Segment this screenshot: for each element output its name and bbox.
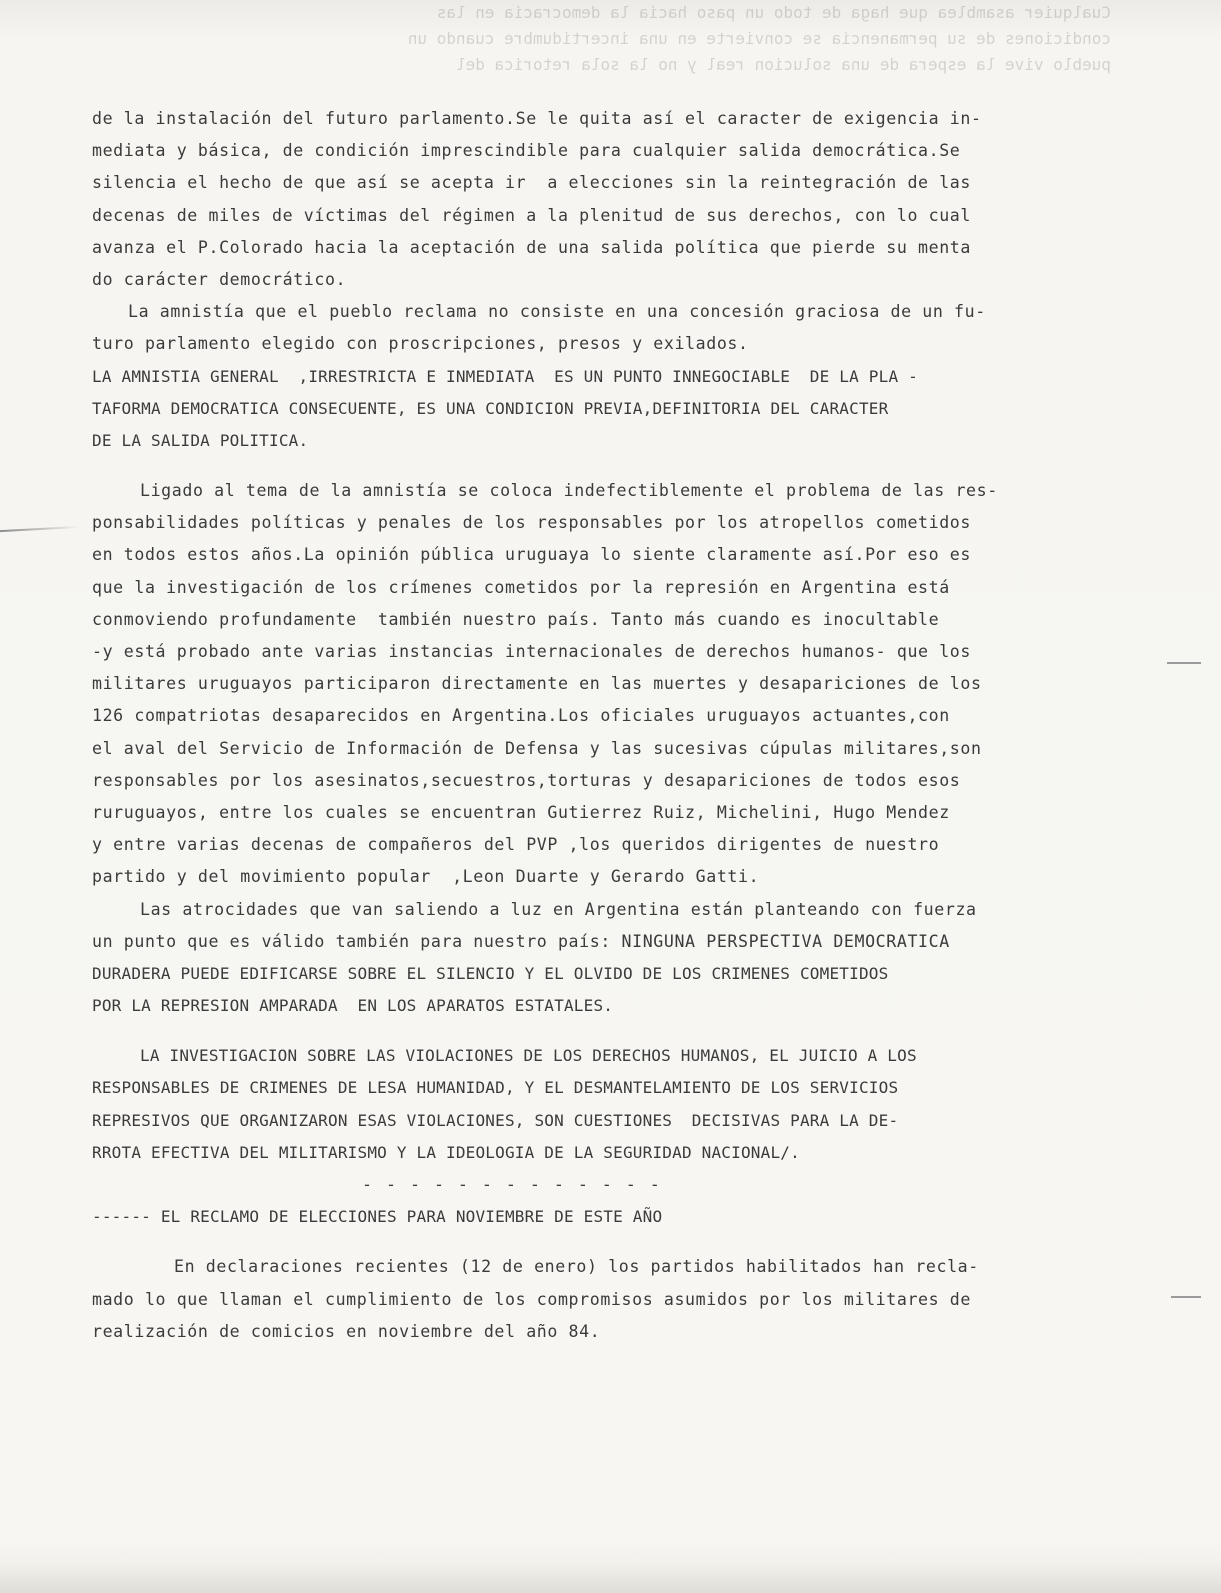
text-line: RROTA EFECTIVA DEL MILITARISMO Y LA IDEOLOGIA DE LA SEGURIDAD NACIONAL/. — [92, 1142, 800, 1162]
text-line: avanza el P.Colorado hacia la aceptación de una salida política que pierde su menta — [92, 237, 971, 257]
scan-mark-left — [0, 526, 80, 532]
text-line: decenas de miles de víctimas del régimen a la plenitud de sus derechos, con lo cual — [92, 205, 971, 225]
text-line: REPRESIVOS QUE ORGANIZARON ESAS VIOLACIONES, SON CUESTIONES DECISIVAS PARA LA DE- — [92, 1110, 899, 1130]
text-line: que la investigación de los crímenes cometidos por la represión en Argentina está — [92, 577, 950, 597]
text-line: de la instalación del futuro parlamento.Se le quita así el caracter de exigencia in- — [92, 109, 982, 128]
emphasis-paragraph — [92, 1040, 1092, 1169]
paragraph — [92, 296, 1092, 360]
text-line: LA AMNISTIA GENERAL ,IRRESTRICTA E INMEDIATA ES UN PUNTO INNEGOCIABLE DE LA PLA - — [92, 366, 918, 386]
text-line: do carácter democrático. — [92, 269, 347, 289]
text-line: LA INVESTIGACION SOBRE LAS VIOLACIONES DE LOS DERECHOS HUMANOS, EL JUICIO A LOS — [140, 1046, 917, 1066]
text-line: -y está probado ante varias instancias internacionales de derechos humanos- que los — [92, 642, 971, 661]
text-line: ruruguayos, entre los cuales se encuentran Gutierrez Ruiz, Michelini, Hugo Mendez — [92, 802, 950, 822]
section-separator: - - - - - - - - - - - - - — [362, 1175, 662, 1194]
text-line: RESPONSABLES DE CRIMENES DE LESA HUMANIDAD, Y EL DESMANTELAMIENTO DE LOS SERVICIOS — [92, 1078, 899, 1098]
text-line: mado lo que llaman el cumplimiento de los compromisos asumidos por los militares de — [92, 1289, 971, 1309]
text-line: 126 compatriotas desaparecidos en Argentina.Los oficiales uruguayos actuantes,con — [92, 706, 950, 726]
text-line: En declaraciones recientes (12 de enero) los partidos habilitados han recla- — [174, 1257, 979, 1277]
text-line: DURADERA PUEDE EDIFICARSE SOBRE EL SILENCIO Y EL OLVIDO DE LOS CRIMENES COMETIDOS — [92, 963, 889, 983]
emphasis-paragraph — [92, 361, 1092, 458]
scan-mark-right — [1171, 1296, 1201, 1298]
text-line: un punto que es válido también para nuestro país: NINGUNA PERSPECTIVA DEMOCRATICA — [92, 931, 950, 951]
text-line: ponsabilidades políticas y penales de los responsables por los atropellos cometidos — [92, 513, 971, 533]
text-line: partido y del movimiento popular ,Leon Duarte y Gerardo Gatti. — [92, 867, 760, 887]
text-line: turo parlamento elegido con proscripciones, presos y exilados. — [92, 334, 749, 354]
text-line: mediata y básica, de condición imprescindible para cualquier salida democrática.Se — [92, 141, 961, 161]
text-line: DE LA SALIDA POLITICA. — [92, 430, 309, 450]
paragraph — [92, 1251, 1092, 1348]
text-line: La amnistía que el pueblo reclama no consiste en una concesión graciosa de un fu- — [128, 302, 986, 322]
text-line: conmoviendo profundamente también nuestro país. Tanto más cuando es inocultable — [92, 609, 940, 629]
text-line: responsables por los asesinatos,secuestros,torturas y desapariciones de todos esos — [92, 770, 961, 790]
paragraph — [92, 475, 1092, 893]
text-line: TAFORMA DEMOCRATICA CONSECUENTE, ES UNA CONDICION PREVIA,DEFINITORIA DEL CARACTER — [92, 398, 889, 418]
scan-mark-right — [1167, 662, 1201, 664]
text-line: Las atrocidades que van saliendo a luz en Argentina están planteando con fuerza — [140, 899, 977, 919]
text-line: militares uruguayos participaron directamente en las muertes y desapariciones de los — [92, 674, 982, 694]
text-line: realización de comicios en noviembre del año 84. — [92, 1321, 601, 1341]
text-line: el aval del Servicio de Información de Defensa y las sucesivas cúpulas militares,son — [92, 738, 982, 758]
text-line: POR LA REPRESION AMPARADA EN LOS APARATOS ESTATALES. — [92, 996, 614, 1016]
bleed-through-shadow: Cualquier asamblea que haga de todo un paso hacia la democracia en las condiciones de su permanencia se convierte en una incertidumbre cuando un pueblo vive la espera de una solucion real y no la sola retorica del — [407, 3, 1111, 74]
paragraph — [92, 894, 1092, 1023]
text-line: en todos estos años.La opinión pública uruguaya lo siente claramente así.Por eso es — [92, 545, 971, 565]
text-line: silencia el hecho de que así se acepta ir a elecciones sin la reintegración de las — [92, 173, 971, 193]
document-body — [92, 103, 1092, 1348]
text-line: y entre varias decenas de compañeros del PVP ,los queridos dirigentes de nuestro — [92, 835, 940, 855]
section-heading: ------ EL RECLAMO DE ELECCIONES PARA NOVIEMBRE DE ESTE AÑO — [92, 1207, 663, 1227]
page-bottom-edge — [0, 1563, 1221, 1593]
text-line: Ligado al tema de la amnistía se coloca indefectiblemente el problema de las res- — [140, 481, 998, 501]
paragraph — [92, 103, 1092, 296]
